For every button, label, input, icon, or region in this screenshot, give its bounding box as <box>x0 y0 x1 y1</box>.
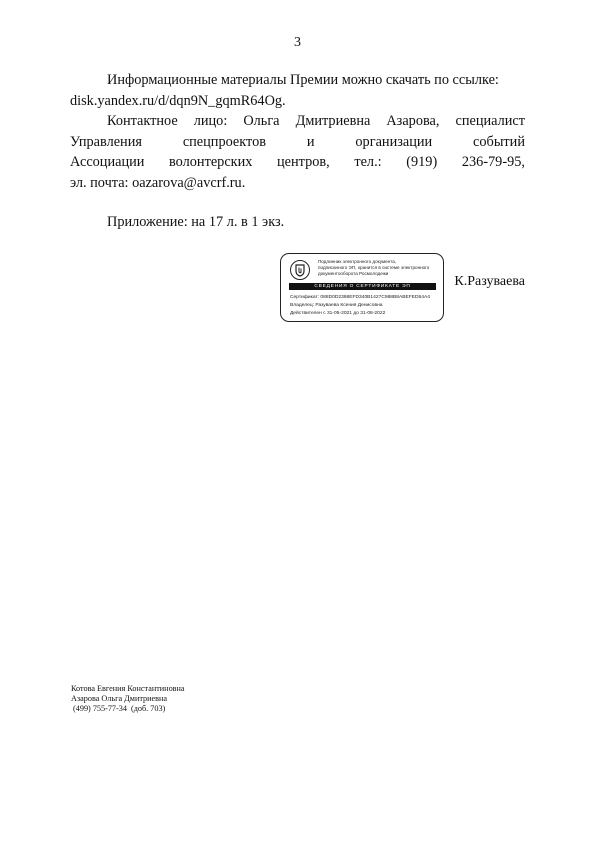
paragraph-line: Информационные материалы Премии можно скачать по ссылке: <box>107 72 499 88</box>
word: Управления <box>70 133 142 150</box>
word: 236-79-95, <box>461 154 525 170</box>
word: событий <box>473 133 525 150</box>
stamp-title-bar: СВЕДЕНИЯ О СЕРТИФИКАТЕ ЭП <box>289 283 436 290</box>
word: (919) <box>406 154 438 170</box>
executor-phone: (499) 755-77-34 (доб. 703) <box>71 703 166 713</box>
paragraph-line <box>70 152 525 173</box>
word: спецпроектов <box>182 133 266 150</box>
download-link-text: disk.yandex.ru/d/dqn9N_gqmR64Og. <box>70 92 286 109</box>
executor-footer <box>71 684 185 713</box>
word: тел.: <box>354 154 382 170</box>
paragraph-line <box>70 132 525 153</box>
word: организации <box>355 133 433 150</box>
stamp-header-line: документооборота Росмолодежи <box>318 271 389 276</box>
page-number: 3 <box>294 35 301 50</box>
certificate-owner: Владелец: Разуваева Ксения Денисовна <box>290 303 383 308</box>
word: центров, <box>277 154 330 170</box>
attachment-note: Приложение: на 17 л. в 1 экз. <box>107 214 285 230</box>
certificate-number: Сертификат: 088D0D2398EFD340B1427C988B8ABEFED54A4 <box>290 295 430 300</box>
paragraph-download-info <box>70 70 525 111</box>
contact-email-text: эл. почта: oazarova@avcrf.ru. <box>70 174 246 191</box>
word: и <box>306 133 315 150</box>
certificate-validity: Действителен с 31-05-2021 до 31-08-2022 <box>290 311 386 316</box>
paragraph-contact <box>70 111 525 193</box>
executor-line: Котова Евгения Константиновна <box>71 684 185 693</box>
stamp-header-line: подписанного ЭП, хранится в системе электронного <box>318 265 430 270</box>
signer-name: К.Разуваева <box>454 274 525 289</box>
paragraph-line: Контактное лицо: Ольга Дмитриевна Азарова, специалист <box>107 113 525 129</box>
word: Ассоциации <box>70 154 145 170</box>
stamp-header <box>318 259 442 277</box>
word: волонтерских <box>169 154 253 170</box>
stamp-header-line: Подлинник электронного документа, <box>318 259 397 264</box>
electronic-signature-stamp <box>280 253 444 322</box>
executor-line: Азарова Ольга Дмитриевна <box>71 693 167 703</box>
shield-emblem-icon <box>290 260 310 280</box>
